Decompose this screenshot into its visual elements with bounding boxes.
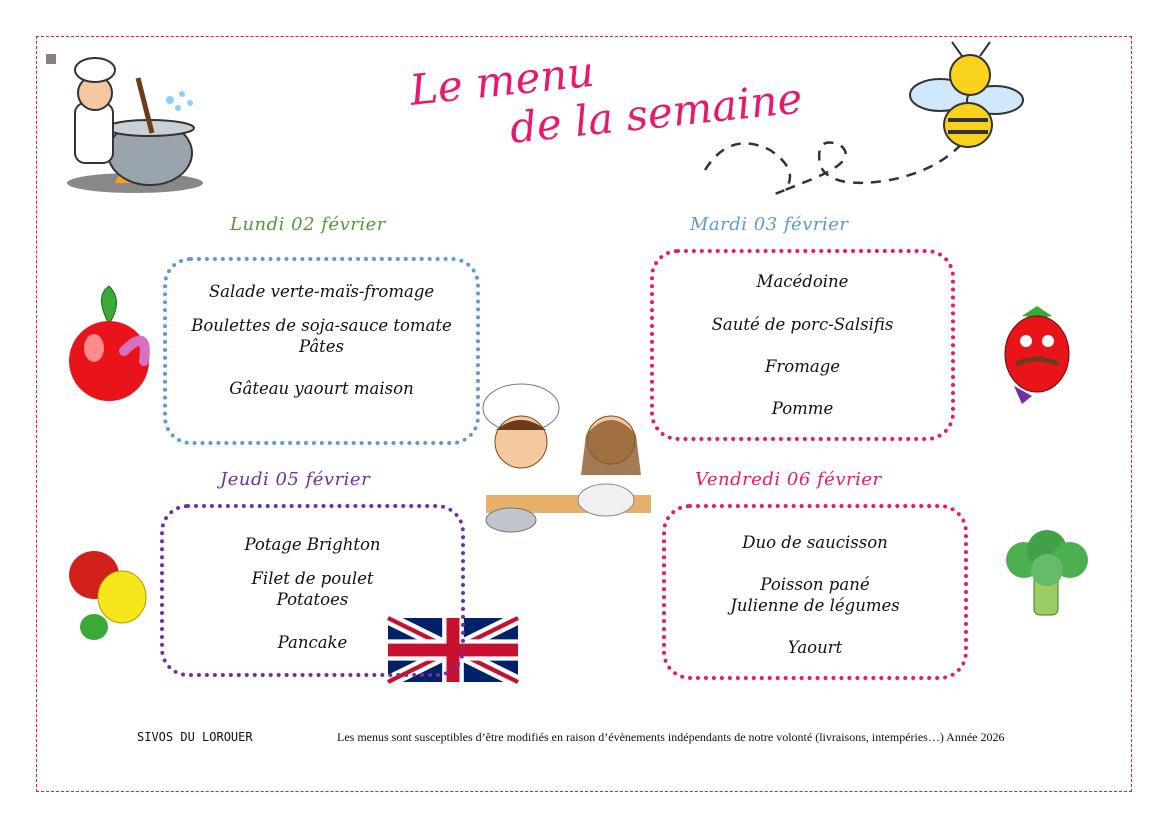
day-label-thursday: Jeudi 05 février <box>220 469 371 490</box>
menu-item: Poisson pané <box>760 575 870 594</box>
menu-item: Pomme <box>771 399 834 418</box>
chef-cooking-pot-icon <box>60 48 210 198</box>
menu-item: Boulettes de soja-sauce tomate <box>191 316 452 335</box>
menu-item: Yaourt <box>787 638 843 657</box>
tomato-mustache-icon <box>1002 306 1072 406</box>
title-line-2: de la semaine <box>507 73 805 153</box>
children-baking-icon <box>466 380 661 545</box>
peppers-icon <box>64 545 154 645</box>
corner-marker <box>46 54 56 64</box>
title-line-1: Le menu <box>407 46 597 115</box>
menu-item: Filet de poulet <box>251 569 374 588</box>
menu-item: Pâtes <box>298 337 345 356</box>
day-label-monday: Lundi 02 février <box>230 214 386 235</box>
day-label-friday: Vendredi 06 février <box>695 469 882 490</box>
menu-item: Salade verte-maïs-fromage <box>208 282 435 301</box>
menu-item: Potage Brighton <box>244 535 381 554</box>
footer-notice: Les menus sont susceptibles d’être modifiés en raison d’évènements indépendants de notre volonté (livraisons, intempéries…) Année 2026 <box>337 730 1005 744</box>
menu-item: Pancake <box>277 633 348 652</box>
apple-worm-icon <box>64 286 159 406</box>
footer-organization: SIVOS DU LOROUER <box>137 730 253 744</box>
menu-item: Gâteau yaourt maison <box>229 379 414 398</box>
menu-item: Sauté de porc-Salsifis <box>711 315 894 334</box>
menu-item: Duo de saucisson <box>742 533 888 552</box>
menu-item: Julienne de légumes <box>730 596 900 615</box>
menu-item: Fromage <box>764 357 841 376</box>
day-label-tuesday: Mardi 03 février <box>690 214 849 235</box>
menu-box-tuesday <box>650 249 955 441</box>
menu-item: Macédoine <box>756 272 849 291</box>
broccoli-icon <box>1002 530 1092 620</box>
menu-box-friday <box>662 504 968 680</box>
menu-item: Potatoes <box>276 590 349 609</box>
bee-icon <box>690 40 1040 200</box>
menu-box-monday <box>163 257 480 445</box>
menu-box-thursday <box>160 504 465 677</box>
